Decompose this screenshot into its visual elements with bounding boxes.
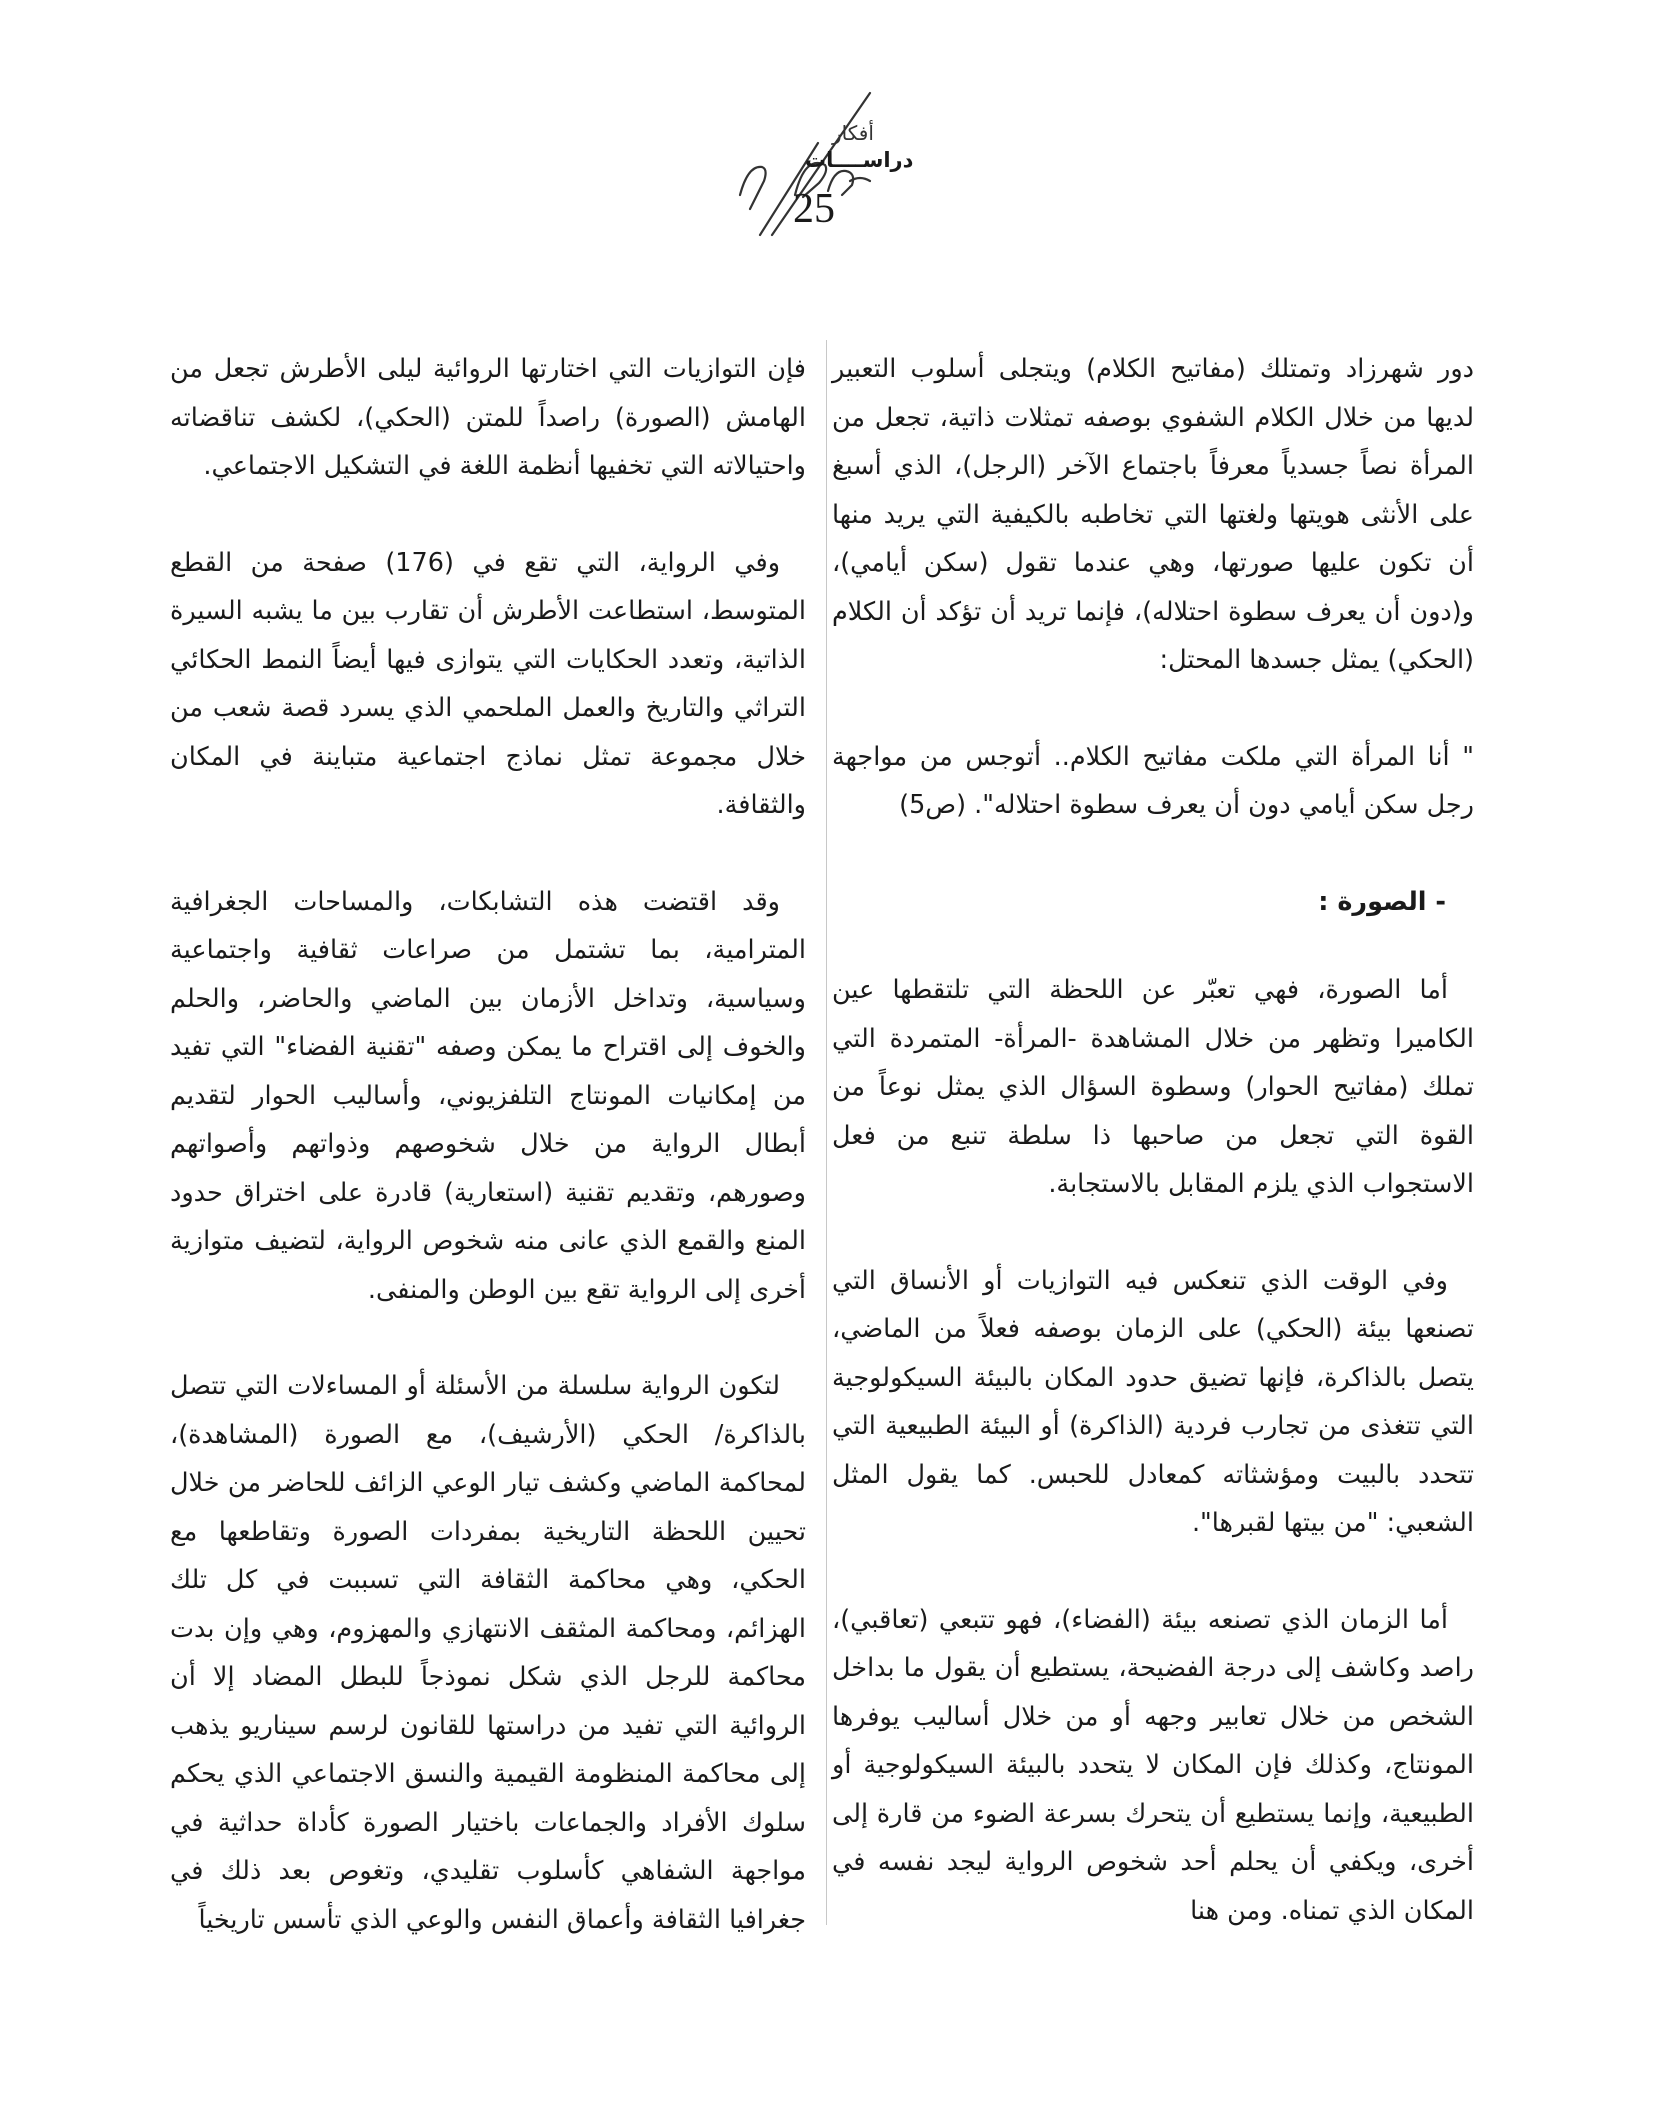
paragraph: أما الصورة، فهي تعبّر عن اللحظة التي تلتقطها عين الكاميرا وتظهر من خلال المشاهدة -المرأة- المتمردة التي تملك (مفاتيح الحوار) وسطوة السؤال الذي يمثل نوعاً من القوة التي تجعل من صاحبها ذا سلطة تنبع من فعل الاستجواب الذي يلزم المقابل بالاستجابة. (832, 975, 1474, 1199)
paragraph: وفي الوقت الذي تنعكس فيه التوازيات أو الأنساق التي تصنعها بيئة (الحكي) على الزمان بوصفه فعلاً من الماضي، يتصل بالذاكرة، فإنها تضيق حدود المكان بالبيئة السيكولوجية التي تتغذى من تجارب فردية (الذاكرة) أو البيئة الطبيعية التي تتحدد بالبيت ومؤشثاته كمعادل للحبس. كما يقول المثل الشعبي: "من بيتها لقبرها". (832, 1265, 1474, 1538)
paragraph: دور شهرزاد وتمتلك (مفاتيح الكلام) ويتجلى أسلوب التعبير لديها من خلال الكلام الشفوي بوصفه تمثلات ذاتية، تجعل من المرأة نصاً جسدياً معرفاً باجتماع الآخر (الرجل)، الذي أسبغ على الأنثى هويتها ولغتها التي تخاطبه بالكيفية التي يريد منها أن تكون عليها صورتها، وهي عندما تقول (سكن أيامي)، و(دون أن يعرف سطوة احتلاله)، فإنما تريد أن تؤكد أن الكلام (الحكي) يمثل جسدها المحتل: (832, 354, 1474, 675)
paragraph: فإن التوازيات التي اختارتها الروائية ليلى الأطرش تجعل من الهامش (الصورة) راصداً للمتن (الحكي)، لكشف تناقضاته واحتيالاته التي تخفيها أنظمة اللغة في التشكيل الاجتماعي. (170, 354, 806, 481)
page-number: 25 (793, 186, 835, 232)
quote-paragraph: " أنا المرأة التي ملكت مفاتيح الكلام.. أتوجس من مواجهة رجل سكن أيامي دون أن يعرف سطوة احتلاله". (ص5) (832, 741, 1474, 820)
left-column (170, 345, 806, 1944)
paragraph: وقد اقتضت هذه التشابكات، والمساحات الجغرافية المترامية، بما تشتمل من صراعات ثقافية واجتماعية وسياسية، وتداخل الأزمان بين الماضي والحاضر، والحلم والخوف إلى اقتراح ما يمكن وصفه "تقنية الفضاء" التي تفيد من إمكانيات المونتاج التلفزيوني، وأساليب الحوار لتقديم أبطال الرواية من خلال شخوصهم وذواتهم وأصواتهم وصورهم، وتقديم تقنية (استعارية) قادرة على اختراق حدود المنع والقمع الذي عانى منه شخوص الرواية، لتضيف متوازية أخرى إلى الرواية تقع بين الوطن والمنفى. (170, 886, 806, 1305)
paragraph: لتكون الرواية سلسلة من الأسئلة أو المساءلات التي تتصل بالذاكرة/ الحكي (الأرشيف)، مع الصورة (المشاهدة)، لمحاكمة الماضي وكشف تيار الوعي الزائف للحاضر من خلال تحيين اللحظة التاريخية بمفردات الصورة وتقاطعها مع الحكي، وهي محاكمة الثقافة التي تسببت في كل تلك الهزائم، ومحاكمة المثقف الانتهازي والمهزوم، وهي وإن بدت محاكمة للرجل الذي شكل نموذجاً للبطل المضاد إلا أن الروائية التي تفيد من دراستها للقانون لرسم سيناريو يذهب إلى محاكمة المنظومة القيمية والنسق الاجتماعي الذي يحكم سلوك الأفراد والجماعات باختيار الصورة كأداة حداثية في مواجهة الشفاهي كأسلوب تقليدي، وتغوص بعد ذلك في جغرافيا الثقافة وأعماق النفس والوعي الذي تأسس تاريخياً (170, 1371, 806, 1935)
paragraph: وفي الرواية، التي تقع في (176) صفحة من القطع المتوسط، استطاعت الأطرش أن تقارب بين ما يشبه السيرة الذاتية، وتعدد الحكايات التي يتوازى فيها أيضاً النمط الحكائي التراثي والتاريخ والعمل الملحمي الذي يسرد قصة شعب من خلال مجموعة تمثل نماذج اجتماعية متباينة في المكان والثقافة. (170, 547, 806, 820)
section-heading: - الصورة : (1318, 886, 1446, 917)
page-header (640, 85, 980, 235)
section-label: دراســــات (805, 148, 914, 172)
right-column (832, 345, 1474, 1935)
column-divider (826, 340, 827, 1925)
logo-text: أفكار (832, 121, 874, 145)
paragraph: أما الزمان الذي تصنعه بيئة (الفضاء)، فهو تتبعي (تعاقبي)، راصد وكاشف إلى درجة الفضيحة، يستطيع أن يقول ما بداخل الشخص من خلال تعابير وجهه أو من خلال أساليب يوفرها المونتاج، وكذلك فإن المكان لا يتحدد بالبيئة السيكولوجية أو الطبيعية، وإنما يستطيع أن يتحرك بسرعة الضوء من قارة إلى أخرى، ويكفي أن يحلم أحد شخوص الرواية ليجد نفسه في المكان الذي تمناه. ومن هنا (832, 1604, 1474, 1926)
